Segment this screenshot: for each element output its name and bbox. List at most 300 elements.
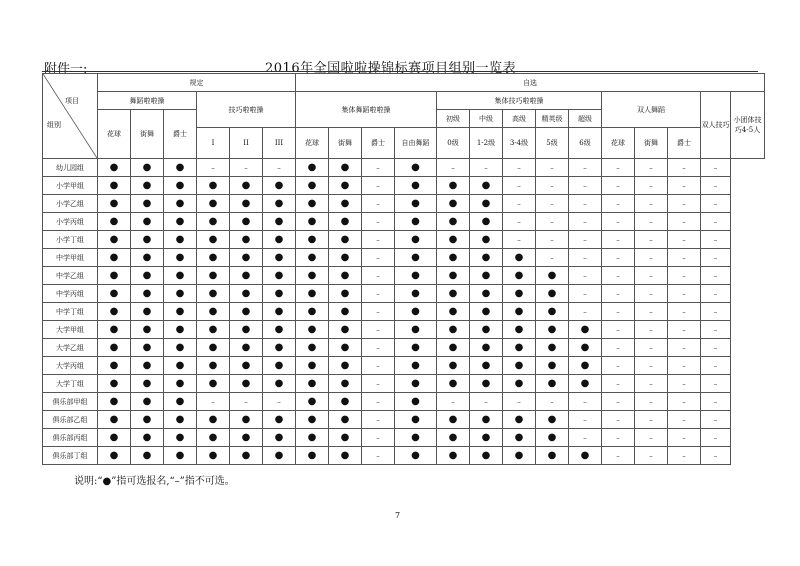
- available-mark: ●: [164, 177, 197, 195]
- available-mark: ●: [329, 231, 362, 249]
- available-mark: ●: [470, 411, 503, 429]
- unavailable-mark: –: [602, 267, 635, 285]
- unavailable-mark: –: [602, 375, 635, 393]
- table-row: [43, 393, 765, 411]
- unavailable-mark: –: [470, 393, 503, 411]
- available-mark: ●: [131, 213, 164, 231]
- available-mark: ●: [536, 357, 569, 375]
- event-group-table: [42, 73, 765, 465]
- available-mark: ●: [131, 393, 164, 411]
- unavailable-mark: –: [470, 159, 503, 177]
- unavailable-mark: –: [635, 231, 668, 249]
- available-mark: ●: [131, 285, 164, 303]
- unavailable-mark: –: [569, 429, 602, 447]
- unavailable-mark: –: [503, 213, 536, 231]
- level-chuji: 初级: [437, 110, 470, 128]
- available-mark: ●: [569, 321, 602, 339]
- table-row: [43, 411, 765, 429]
- available-mark: ●: [230, 249, 263, 267]
- unavailable-mark: –: [668, 285, 701, 303]
- available-mark: ●: [197, 177, 230, 195]
- available-mark: ●: [197, 249, 230, 267]
- unavailable-mark: –: [569, 231, 602, 249]
- available-mark: ●: [164, 267, 197, 285]
- unavailable-mark: –: [635, 393, 668, 411]
- unavailable-mark: –: [197, 159, 230, 177]
- unavailable-mark: –: [602, 429, 635, 447]
- available-mark: ●: [131, 231, 164, 249]
- available-mark: ●: [395, 339, 437, 357]
- available-mark: ●: [470, 303, 503, 321]
- available-mark: ●: [263, 429, 296, 447]
- available-mark: ●: [263, 231, 296, 249]
- unavailable-mark: –: [362, 231, 395, 249]
- available-mark: ●: [164, 321, 197, 339]
- table-row: [43, 249, 765, 267]
- level-jingying: 精英级: [536, 110, 569, 128]
- available-mark: ●: [98, 267, 131, 285]
- available-mark: ●: [98, 231, 131, 249]
- table-row: [43, 447, 765, 465]
- level-zhongji: 中级: [470, 110, 503, 128]
- available-mark: ●: [437, 267, 470, 285]
- available-mark: ●: [395, 267, 437, 285]
- unavailable-mark: –: [668, 393, 701, 411]
- available-mark: ●: [197, 429, 230, 447]
- available-mark: ●: [329, 375, 362, 393]
- unavailable-mark: –: [668, 321, 701, 339]
- table-row: [43, 339, 765, 357]
- available-mark: ●: [329, 393, 362, 411]
- unavailable-mark: –: [701, 357, 731, 375]
- group-name: 幼儿园组: [43, 159, 98, 177]
- unavailable-mark: –: [635, 285, 668, 303]
- col-jiti-jiewu: 街舞: [329, 128, 362, 159]
- table-row: [43, 231, 765, 249]
- available-mark: ●: [329, 177, 362, 195]
- available-mark: ●: [329, 303, 362, 321]
- unavailable-mark: –: [503, 177, 536, 195]
- header-zixuan: 自选: [296, 74, 765, 92]
- available-mark: ●: [98, 447, 131, 465]
- available-mark: ●: [503, 339, 536, 357]
- available-mark: ●: [263, 339, 296, 357]
- corner-group-label: 组别: [47, 121, 61, 129]
- unavailable-mark: –: [362, 357, 395, 375]
- col-jiewu: 街舞: [131, 110, 164, 159]
- group-name: 小学丙组: [43, 213, 98, 231]
- available-mark: ●: [164, 411, 197, 429]
- available-mark: ●: [263, 177, 296, 195]
- group-name: 大学丙组: [43, 357, 98, 375]
- legend-note: 说明:“●”指可选报名,“–”指不可选。: [74, 476, 235, 487]
- available-mark: ●: [131, 411, 164, 429]
- unavailable-mark: –: [569, 159, 602, 177]
- available-mark: ●: [569, 357, 602, 375]
- available-mark: ●: [131, 321, 164, 339]
- col-sr-jueshi: 爵士: [668, 128, 701, 159]
- unavailable-mark: –: [701, 249, 731, 267]
- available-mark: ●: [98, 375, 131, 393]
- available-mark: ●: [197, 375, 230, 393]
- table-row: [43, 375, 765, 393]
- available-mark: ●: [131, 159, 164, 177]
- available-mark: ●: [98, 177, 131, 195]
- available-mark: ●: [263, 375, 296, 393]
- available-mark: ●: [263, 195, 296, 213]
- available-mark: ●: [296, 177, 329, 195]
- available-mark: ●: [230, 231, 263, 249]
- available-mark: ●: [296, 267, 329, 285]
- col-jiqiao-3: III: [263, 128, 296, 159]
- unavailable-mark: –: [362, 429, 395, 447]
- unavailable-mark: –: [602, 231, 635, 249]
- available-mark: ●: [329, 285, 362, 303]
- available-mark: ●: [395, 393, 437, 411]
- unavailable-mark: –: [602, 285, 635, 303]
- col-level-1-2: 1-2级: [470, 128, 503, 159]
- available-mark: ●: [437, 321, 470, 339]
- header-jiti-wudao: 集体舞蹈啦啦操: [296, 92, 437, 128]
- col-level-5: 5级: [536, 128, 569, 159]
- available-mark: ●: [437, 285, 470, 303]
- available-mark: ●: [197, 285, 230, 303]
- unavailable-mark: –: [701, 393, 731, 411]
- available-mark: ●: [230, 339, 263, 357]
- unavailable-mark: –: [362, 159, 395, 177]
- available-mark: ●: [197, 339, 230, 357]
- available-mark: ●: [296, 321, 329, 339]
- unavailable-mark: –: [362, 213, 395, 231]
- unavailable-mark: –: [701, 375, 731, 393]
- available-mark: ●: [470, 267, 503, 285]
- group-name: 小学甲组: [43, 177, 98, 195]
- table-row: [43, 213, 765, 231]
- unavailable-mark: –: [362, 285, 395, 303]
- available-mark: ●: [197, 303, 230, 321]
- available-mark: ●: [296, 195, 329, 213]
- available-mark: ●: [296, 357, 329, 375]
- available-mark: ●: [470, 249, 503, 267]
- available-mark: ●: [329, 411, 362, 429]
- unavailable-mark: –: [437, 393, 470, 411]
- unavailable-mark: –: [197, 393, 230, 411]
- available-mark: ●: [296, 411, 329, 429]
- unavailable-mark: –: [362, 411, 395, 429]
- unavailable-mark: –: [602, 447, 635, 465]
- available-mark: ●: [437, 339, 470, 357]
- available-mark: ●: [437, 357, 470, 375]
- unavailable-mark: –: [569, 267, 602, 285]
- available-mark: ●: [230, 321, 263, 339]
- group-name: 大学甲组: [43, 321, 98, 339]
- available-mark: ●: [503, 267, 536, 285]
- unavailable-mark: –: [635, 357, 668, 375]
- unavailable-mark: –: [362, 177, 395, 195]
- available-mark: ●: [230, 285, 263, 303]
- available-mark: ●: [536, 321, 569, 339]
- unavailable-mark: –: [569, 393, 602, 411]
- unavailable-mark: –: [536, 393, 569, 411]
- available-mark: ●: [164, 159, 197, 177]
- available-mark: ●: [131, 177, 164, 195]
- available-mark: ●: [164, 231, 197, 249]
- available-mark: ●: [437, 177, 470, 195]
- available-mark: ●: [230, 447, 263, 465]
- unavailable-mark: –: [635, 303, 668, 321]
- unavailable-mark: –: [701, 159, 731, 177]
- col-jiqiao-2: II: [230, 128, 263, 159]
- available-mark: ●: [296, 429, 329, 447]
- group-name: 小学乙组: [43, 195, 98, 213]
- unavailable-mark: –: [668, 303, 701, 321]
- available-mark: ●: [98, 321, 131, 339]
- group-name: 中学甲组: [43, 249, 98, 267]
- available-mark: ●: [536, 411, 569, 429]
- group-name: 大学丁组: [43, 375, 98, 393]
- table-row: [43, 267, 765, 285]
- unavailable-mark: –: [701, 285, 731, 303]
- unavailable-mark: –: [701, 195, 731, 213]
- unavailable-mark: –: [602, 177, 635, 195]
- available-mark: ●: [230, 375, 263, 393]
- table-row: [43, 357, 765, 375]
- unavailable-mark: –: [701, 213, 731, 231]
- unavailable-mark: –: [569, 303, 602, 321]
- available-mark: ●: [395, 411, 437, 429]
- available-mark: ●: [263, 357, 296, 375]
- col-jiti-jueshi: 爵士: [362, 128, 395, 159]
- unavailable-mark: –: [362, 249, 395, 267]
- group-name: 俱乐部甲组: [43, 393, 98, 411]
- available-mark: ●: [164, 303, 197, 321]
- unavailable-mark: –: [701, 267, 731, 285]
- unavailable-mark: –: [701, 321, 731, 339]
- available-mark: ●: [470, 429, 503, 447]
- unavailable-mark: –: [635, 339, 668, 357]
- col-sr-huaqiu: 花球: [602, 128, 635, 159]
- available-mark: ●: [98, 393, 131, 411]
- unavailable-mark: –: [569, 195, 602, 213]
- level-gaoji: 高级: [503, 110, 536, 128]
- corner-header: [43, 74, 98, 159]
- available-mark: ●: [263, 321, 296, 339]
- unavailable-mark: –: [668, 357, 701, 375]
- available-mark: ●: [230, 195, 263, 213]
- unavailable-mark: –: [668, 375, 701, 393]
- available-mark: ●: [131, 357, 164, 375]
- unavailable-mark: –: [668, 231, 701, 249]
- available-mark: ●: [131, 267, 164, 285]
- unavailable-mark: –: [668, 267, 701, 285]
- unavailable-mark: –: [668, 429, 701, 447]
- available-mark: ●: [296, 159, 329, 177]
- available-mark: ●: [263, 447, 296, 465]
- corner-project-label: 项目: [65, 97, 79, 105]
- available-mark: ●: [329, 357, 362, 375]
- unavailable-mark: –: [230, 393, 263, 411]
- available-mark: ●: [569, 375, 602, 393]
- unavailable-mark: –: [668, 195, 701, 213]
- unavailable-mark: –: [668, 447, 701, 465]
- available-mark: ●: [329, 195, 362, 213]
- available-mark: ●: [503, 429, 536, 447]
- unavailable-mark: –: [536, 213, 569, 231]
- group-name: 俱乐部乙组: [43, 411, 98, 429]
- available-mark: ●: [329, 447, 362, 465]
- table-body: [43, 159, 765, 465]
- available-mark: ●: [470, 285, 503, 303]
- unavailable-mark: –: [635, 177, 668, 195]
- group-name: 中学丙组: [43, 285, 98, 303]
- table-row: [43, 321, 765, 339]
- unavailable-mark: –: [362, 339, 395, 357]
- available-mark: ●: [470, 447, 503, 465]
- group-name: 中学丁组: [43, 303, 98, 321]
- table-row: [43, 303, 765, 321]
- unavailable-mark: –: [602, 321, 635, 339]
- available-mark: ●: [197, 447, 230, 465]
- available-mark: ●: [98, 249, 131, 267]
- available-mark: ●: [98, 195, 131, 213]
- available-mark: ●: [131, 339, 164, 357]
- available-mark: ●: [98, 411, 131, 429]
- available-mark: ●: [164, 393, 197, 411]
- level-chaoji: 超级: [569, 110, 602, 128]
- unavailable-mark: –: [602, 393, 635, 411]
- unavailable-mark: –: [602, 213, 635, 231]
- unavailable-mark: –: [503, 393, 536, 411]
- available-mark: ●: [569, 447, 602, 465]
- available-mark: ●: [470, 213, 503, 231]
- unavailable-mark: –: [635, 267, 668, 285]
- available-mark: ●: [164, 375, 197, 393]
- available-mark: ●: [296, 231, 329, 249]
- available-mark: ●: [263, 285, 296, 303]
- available-mark: ●: [470, 321, 503, 339]
- unavailable-mark: –: [569, 285, 602, 303]
- available-mark: ●: [197, 195, 230, 213]
- available-mark: ●: [230, 213, 263, 231]
- unavailable-mark: –: [362, 393, 395, 411]
- corner-diagonal: [43, 74, 97, 158]
- available-mark: ●: [470, 375, 503, 393]
- available-mark: ●: [131, 375, 164, 393]
- available-mark: ●: [98, 285, 131, 303]
- available-mark: ●: [395, 231, 437, 249]
- unavailable-mark: –: [668, 159, 701, 177]
- unavailable-mark: –: [635, 375, 668, 393]
- col-jiqiao-1: I: [197, 128, 230, 159]
- header-shuangren-jiqiao: 双人技巧: [701, 92, 731, 159]
- available-mark: ●: [437, 231, 470, 249]
- available-mark: ●: [131, 447, 164, 465]
- col-jiti-huaqiu: 花球: [296, 128, 329, 159]
- available-mark: ●: [536, 429, 569, 447]
- available-mark: ●: [296, 285, 329, 303]
- unavailable-mark: –: [569, 411, 602, 429]
- unavailable-mark: –: [362, 375, 395, 393]
- available-mark: ●: [197, 267, 230, 285]
- available-mark: ●: [395, 375, 437, 393]
- unavailable-mark: –: [569, 177, 602, 195]
- table-row: [43, 429, 765, 447]
- page-number: 7: [395, 511, 401, 520]
- available-mark: ●: [437, 411, 470, 429]
- available-mark: ●: [164, 213, 197, 231]
- available-mark: ●: [395, 321, 437, 339]
- available-mark: ●: [263, 213, 296, 231]
- available-mark: ●: [98, 303, 131, 321]
- table-row: [43, 159, 765, 177]
- available-mark: ●: [437, 249, 470, 267]
- title-underline: [42, 71, 758, 72]
- available-mark: ●: [230, 177, 263, 195]
- unavailable-mark: –: [635, 411, 668, 429]
- col-huaqiu: 花球: [98, 110, 131, 159]
- available-mark: ●: [197, 213, 230, 231]
- available-mark: ●: [395, 249, 437, 267]
- available-mark: ●: [230, 357, 263, 375]
- available-mark: ●: [395, 447, 437, 465]
- available-mark: ●: [470, 177, 503, 195]
- col-level-3-4: 3-4级: [503, 128, 536, 159]
- available-mark: ●: [536, 303, 569, 321]
- available-mark: ●: [395, 195, 437, 213]
- unavailable-mark: –: [536, 195, 569, 213]
- available-mark: ●: [503, 411, 536, 429]
- available-mark: ●: [296, 249, 329, 267]
- group-name: 俱乐部丙组: [43, 429, 98, 447]
- unavailable-mark: –: [536, 231, 569, 249]
- unavailable-mark: –: [536, 249, 569, 267]
- available-mark: ●: [329, 339, 362, 357]
- unavailable-mark: –: [635, 213, 668, 231]
- table-row: [43, 195, 765, 213]
- unavailable-mark: –: [602, 339, 635, 357]
- available-mark: ●: [536, 339, 569, 357]
- page-title: 2016年全国啦啦操锦标赛项目组别一览表: [265, 61, 517, 76]
- unavailable-mark: –: [701, 303, 731, 321]
- unavailable-mark: –: [536, 177, 569, 195]
- unavailable-mark: –: [503, 231, 536, 249]
- col-sr-jiewu: 街舞: [635, 128, 668, 159]
- available-mark: ●: [329, 159, 362, 177]
- unavailable-mark: –: [362, 267, 395, 285]
- available-mark: ●: [263, 411, 296, 429]
- available-mark: ●: [197, 357, 230, 375]
- available-mark: ●: [503, 285, 536, 303]
- available-mark: ●: [503, 447, 536, 465]
- unavailable-mark: –: [602, 303, 635, 321]
- unavailable-mark: –: [263, 159, 296, 177]
- unavailable-mark: –: [569, 213, 602, 231]
- unavailable-mark: –: [437, 159, 470, 177]
- available-mark: ●: [470, 231, 503, 249]
- available-mark: ●: [98, 213, 131, 231]
- available-mark: ●: [164, 285, 197, 303]
- available-mark: ●: [296, 213, 329, 231]
- unavailable-mark: –: [602, 357, 635, 375]
- unavailable-mark: –: [635, 321, 668, 339]
- unavailable-mark: –: [362, 195, 395, 213]
- available-mark: ●: [503, 375, 536, 393]
- header-guiding: 规定: [98, 74, 296, 92]
- available-mark: ●: [263, 267, 296, 285]
- available-mark: ●: [395, 303, 437, 321]
- available-mark: ●: [296, 339, 329, 357]
- col-jiti-ziyou: 自由舞蹈: [395, 128, 437, 159]
